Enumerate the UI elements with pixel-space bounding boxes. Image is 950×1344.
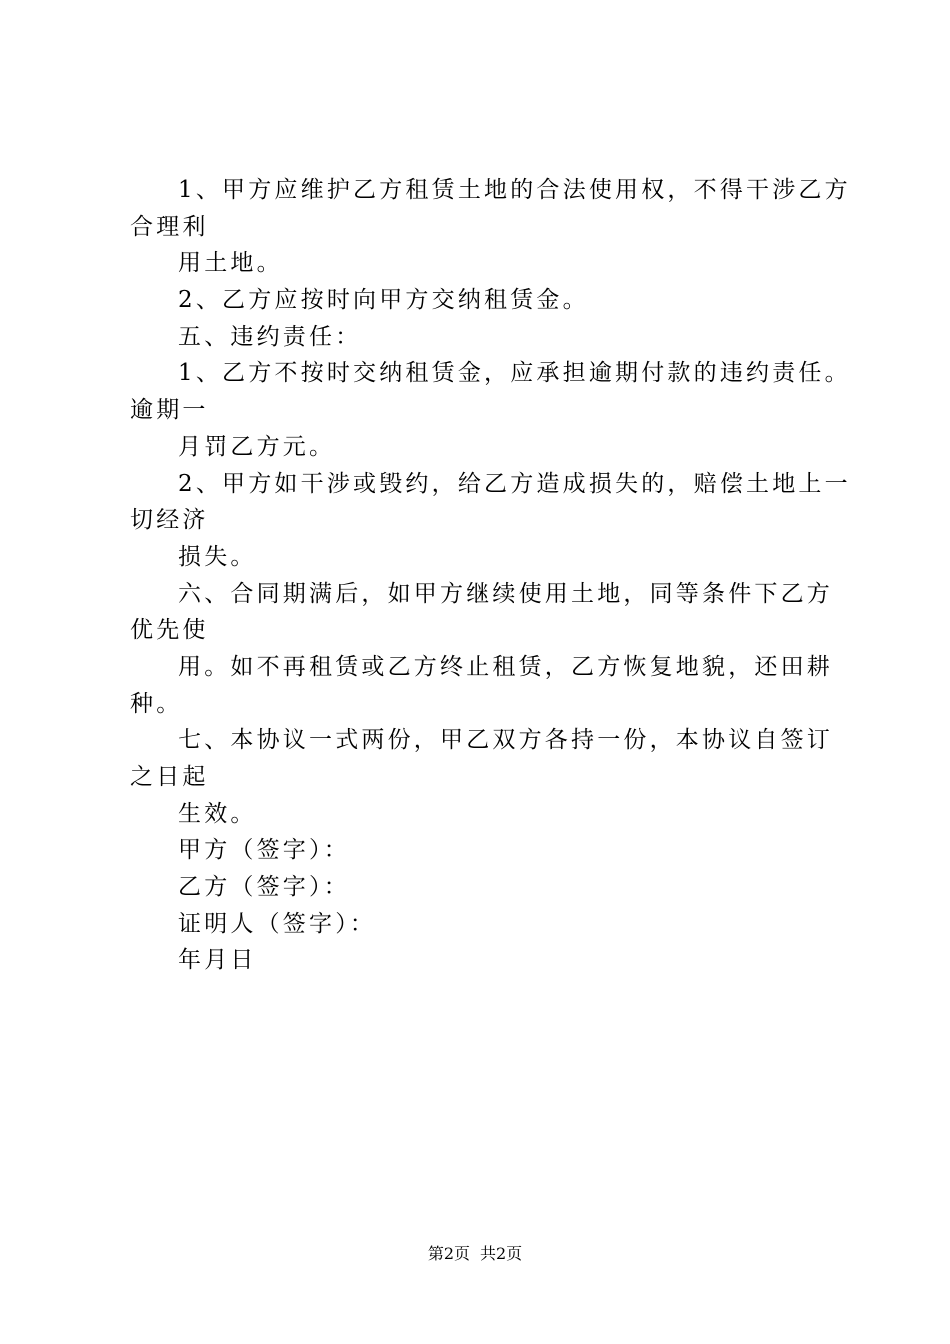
- section-7-cont: 生效。: [178, 800, 257, 827]
- section-6-wrap: 优先使: [130, 617, 209, 644]
- date-line: 年月日: [178, 947, 257, 974]
- party-a-signature: 甲方（签字）：: [178, 837, 350, 864]
- clause-4-1-line: 1、甲方应维护乙方租赁土地的合法使用权，不得干涉乙方: [178, 177, 851, 203]
- clause-5-1-wrap: 逾期一: [130, 397, 209, 424]
- section-6-line: 六、合同期满后，如甲方继续使用土地，同等条件下乙方: [178, 580, 833, 607]
- party-b-signature: 乙方（签字）：: [178, 874, 350, 901]
- clause-5-2-wrap: 切经济: [130, 507, 209, 534]
- section-6-wrap-2: 种。: [130, 690, 183, 717]
- clause-5-1-cont: 月罚乙方元。: [178, 433, 336, 460]
- witness-signature: 证明人（签字）：: [178, 910, 377, 937]
- document-body: [130, 172, 851, 979]
- section-7-wrap: 之日起: [130, 764, 209, 790]
- page-footer: [0, 1243, 950, 1265]
- clause-4-1-cont: 用土地。: [178, 250, 283, 277]
- section-6-cont: 用。如不再租赁或乙方终止租赁，乙方恢复地貌，还田耕: [178, 653, 833, 680]
- section-5-heading: 五、违约责任：: [178, 323, 362, 350]
- page-total: 共2页: [480, 1244, 523, 1263]
- clause-5-2-cont: 损失。: [178, 543, 257, 570]
- clause-5-1-line: 1、乙方不按时交纳租赁金，应承担逾期付款的违约责任。: [178, 360, 851, 387]
- clause-5-2-line: 2、甲方如干涉或毁约，给乙方造成损失的，赔偿土地上一: [178, 470, 851, 497]
- clause-4-1-wrap: 合理利: [130, 213, 209, 240]
- clause-4-2-line: 2、乙方应按时向甲方交纳租赁金。: [178, 287, 589, 314]
- page-number: 第2页: [427, 1244, 470, 1263]
- section-7-line: 七、本协议一式两份，甲乙双方各持一份，本协议自签订: [178, 727, 833, 754]
